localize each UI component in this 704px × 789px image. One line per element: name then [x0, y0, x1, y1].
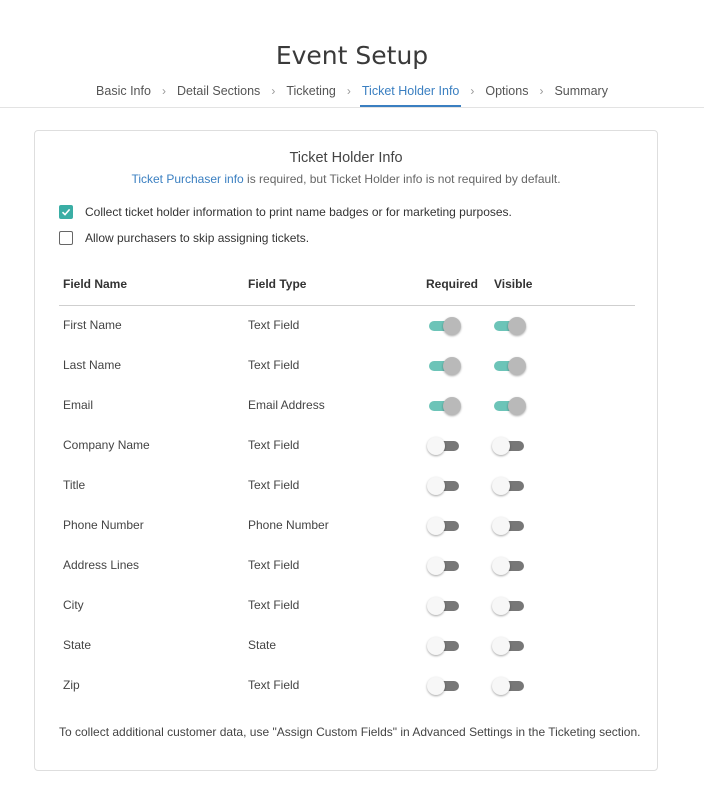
header-field-name: Field Name — [63, 277, 128, 291]
ticket-holder-info-card — [34, 130, 658, 771]
field-type-cell: Text Field — [248, 438, 300, 452]
step-ticket-holder-info[interactable]: Ticket Holder Info — [360, 83, 462, 107]
toggle-knob — [492, 437, 510, 455]
field-name-cell: Zip — [63, 678, 80, 692]
visible-toggle[interactable] — [492, 597, 526, 615]
toggle-knob — [492, 477, 510, 495]
chevron-right-icon: › — [161, 84, 166, 98]
table-row — [59, 434, 635, 474]
header-visible: Visible — [494, 277, 533, 291]
required-toggle[interactable] — [427, 597, 461, 615]
table-row — [59, 394, 635, 434]
field-type-cell: Text Field — [248, 678, 300, 692]
step-options[interactable]: Options — [485, 84, 529, 98]
card-subtitle — [35, 172, 657, 186]
table-row — [59, 554, 635, 594]
header-required: Required — [426, 277, 479, 291]
toggle-knob — [508, 397, 526, 415]
ticket-purchaser-info-link[interactable]: Ticket Purchaser info — [131, 172, 244, 186]
collect-info-checkbox[interactable] — [59, 205, 73, 219]
field-name-cell: First Name — [63, 318, 122, 332]
toggle-knob — [492, 517, 510, 535]
visible-toggle[interactable] — [492, 637, 526, 655]
table-row — [59, 674, 635, 714]
field-type-cell: Text Field — [248, 318, 300, 332]
toggle-knob — [508, 317, 526, 335]
required-toggle[interactable] — [427, 677, 461, 695]
toggle-knob — [443, 317, 461, 335]
field-name-cell: Company Name — [63, 438, 150, 452]
field-name-cell: Email — [63, 398, 94, 412]
table-row — [59, 634, 635, 674]
card-subtitle-text: is required, but Ticket Holder info is not required by default. — [243, 172, 561, 186]
field-type-cell: Text Field — [248, 358, 300, 372]
header-field-type: Field Type — [248, 277, 307, 291]
collect-info-label: Collect ticket holder information to print name badges or for marketing purposes. — [85, 205, 512, 219]
toggle-knob — [427, 437, 445, 455]
allow-skip-option[interactable] — [59, 229, 309, 247]
checkmark-icon — [61, 207, 71, 217]
required-toggle[interactable] — [427, 637, 461, 655]
visible-toggle[interactable] — [492, 357, 526, 375]
toggle-knob — [427, 517, 445, 535]
toggle-knob — [508, 357, 526, 375]
step-summary[interactable]: Summary — [554, 84, 608, 98]
field-name-cell: Phone Number — [63, 518, 144, 532]
table-row — [59, 314, 635, 354]
chevron-right-icon: › — [539, 84, 544, 98]
allow-skip-checkbox[interactable] — [59, 231, 73, 245]
step-ticketing[interactable]: Ticketing — [286, 84, 336, 98]
required-toggle[interactable] — [427, 557, 461, 575]
chevron-right-icon: › — [470, 84, 475, 98]
visible-toggle[interactable] — [492, 397, 526, 415]
setup-steps-nav — [0, 83, 704, 108]
field-name-cell: State — [63, 638, 92, 652]
fields-table-header — [59, 277, 635, 306]
toggle-knob — [492, 597, 510, 615]
card-title: Ticket Holder Info — [289, 150, 403, 166]
table-row — [59, 474, 635, 514]
required-toggle[interactable] — [427, 477, 461, 495]
required-toggle[interactable] — [427, 357, 461, 375]
table-row — [59, 354, 635, 394]
step-basic-info[interactable]: Basic Info — [96, 84, 151, 98]
chevron-right-icon: › — [346, 84, 351, 98]
visible-toggle[interactable] — [492, 557, 526, 575]
toggle-knob — [427, 637, 445, 655]
toggle-knob — [443, 397, 461, 415]
toggle-knob — [492, 637, 510, 655]
field-name-cell: Title — [63, 478, 86, 492]
field-name-cell: City — [63, 598, 84, 612]
toggle-knob — [427, 477, 445, 495]
field-type-cell: State — [248, 638, 277, 652]
visible-toggle[interactable] — [492, 517, 526, 535]
required-toggle[interactable] — [427, 517, 461, 535]
toggle-knob — [427, 677, 445, 695]
toggle-knob — [427, 597, 445, 615]
toggle-knob — [443, 357, 461, 375]
field-name-cell: Last Name — [63, 358, 122, 372]
field-type-cell: Text Field — [248, 478, 300, 492]
required-toggle[interactable] — [427, 397, 461, 415]
table-row — [59, 514, 635, 554]
toggle-knob — [492, 677, 510, 695]
step-detail-sections[interactable]: Detail Sections — [176, 84, 261, 98]
allow-skip-label: Allow purchasers to skip assigning tickets. — [85, 231, 310, 245]
chevron-right-icon: › — [271, 84, 276, 98]
visible-toggle[interactable] — [492, 677, 526, 695]
field-type-cell: Text Field — [248, 598, 300, 612]
page-title: Event Setup — [275, 40, 429, 70]
toggle-knob — [492, 557, 510, 575]
required-toggle[interactable] — [427, 317, 461, 335]
field-name-cell: Address Lines — [63, 558, 140, 572]
collect-info-option[interactable] — [59, 203, 512, 221]
table-row — [59, 594, 635, 634]
field-type-cell: Phone Number — [248, 518, 329, 532]
field-type-cell: Email Address — [248, 398, 325, 412]
visible-toggle[interactable] — [492, 437, 526, 455]
required-toggle[interactable] — [427, 437, 461, 455]
field-type-cell: Text Field — [248, 558, 300, 572]
visible-toggle[interactable] — [492, 317, 526, 335]
custom-fields-note: To collect additional customer data, use "Assign Custom Fields" in Advanced Settings in the Ticketing section. — [59, 725, 641, 739]
visible-toggle[interactable] — [492, 477, 526, 495]
toggle-knob — [427, 557, 445, 575]
